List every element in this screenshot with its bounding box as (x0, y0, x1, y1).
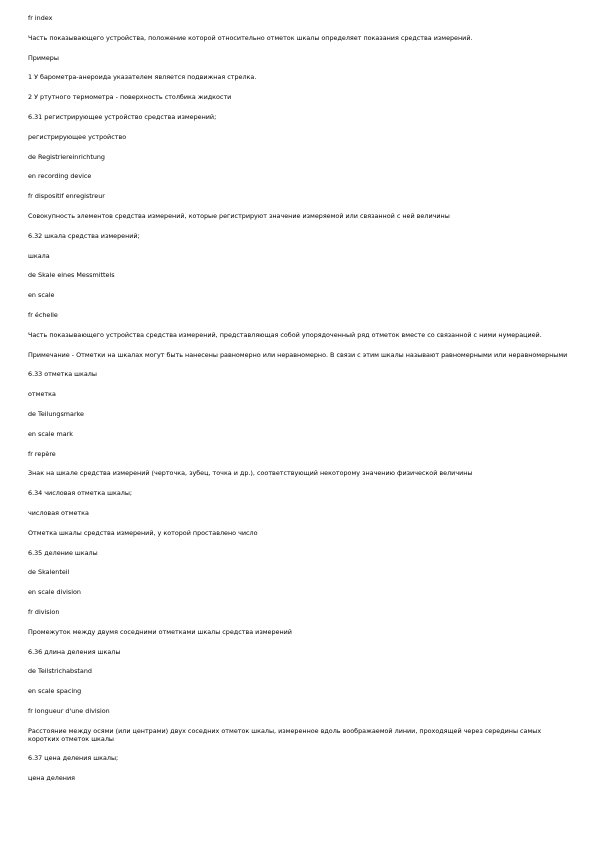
definition-6-33: Знак на шкале средства измерений (черточка, зубец, точка и др.), соответствующий некоторому значению физической величины (28, 469, 473, 478)
definition-6-32: Часть показывающего устройства средства измерений, представляющая собой упорядоченный ряд отметок вместе со связанной с ними нумерацией. (28, 330, 542, 339)
definition-index: Часть показывающего устройства, положение которой относительно отметок шкалы определяет показания средства измерений. (28, 33, 473, 42)
term-6-35-fr: fr division (28, 607, 60, 616)
term-6-35-heading: 6.35 деление шкалы (28, 548, 98, 557)
term-6-32-de: de Skale eines Messmittels (28, 271, 115, 280)
term-6-33-en: en scale mark (28, 429, 73, 438)
term-6-32-heading: 6.32 шкала средства измерений; (28, 231, 140, 240)
examples-heading: Примеры (28, 53, 59, 62)
definition-6-34: Отметка шкалы средства измерений, у которой проставлено число (28, 528, 258, 537)
term-6-32-short: шкала (28, 251, 50, 260)
term-french-index: fr index (28, 14, 53, 22)
term-6-37-short: цена деления (28, 774, 75, 783)
term-6-35-en: en scale division (28, 588, 81, 597)
term-6-33-fr: fr repère (28, 449, 56, 458)
term-6-36-fr: fr longueur d'une division (28, 706, 110, 715)
term-6-33-short: отметка (28, 390, 56, 399)
term-6-32-fr: fr échelle (28, 310, 58, 319)
definition-6-31: Совокупность элементов средства измерений, которые регистрируют значение измеряемой или связанной с ней величины (28, 211, 450, 220)
example-1: 1 У барометра-анероида указателем является подвижная стрелка. (28, 73, 257, 82)
term-6-36-de: de Teilstrichabstand (28, 667, 92, 676)
term-6-34-heading: 6.34 числовая отметка шкалы; (28, 489, 133, 498)
term-6-32-en: en scale (28, 291, 55, 300)
term-6-31-de: de Registriereinrichtung (28, 152, 105, 161)
term-6-34-short: числовая отметка (28, 508, 89, 517)
definition-6-35: Промежуток между двумя соседними отметками шкалы средства измерений (28, 627, 292, 636)
term-6-31-short: регистрирующее устройство (28, 132, 127, 141)
term-6-33-heading: 6.33 отметка шкалы (28, 370, 97, 379)
term-6-31-fr: fr dispositif enregistreur (28, 192, 105, 201)
term-6-36-en: en scale spacing (28, 687, 82, 696)
definition-6-36: Расстояние между осями (или центрами) двух соседних отметок шкалы, измеренное вдоль воображаемой линии, проходящей через середины самых коротких отметок шкалы (28, 726, 542, 743)
term-6-37-heading: 6.37 цена деления шкалы; (28, 754, 119, 763)
document-body (28, 14, 568, 794)
term-6-35-de: de Skalenteil (28, 568, 70, 577)
term-6-31-heading: 6.31 регистрирующее устройство средства измерений; (28, 112, 217, 121)
term-6-36-heading: 6.36 длина деления шкалы (28, 647, 121, 656)
term-6-33-de: de Teilungsmarke (28, 409, 84, 418)
example-2: 2 У ртутного термометра - поверхность столбика жидкости (28, 93, 232, 102)
note-6-32: Примечание - Отметки на шкалах могут быть нанесены равномерно или неравномерно. В связи с этим шкалы называют равномерными или неравномерными (28, 350, 568, 359)
term-6-31-en: en recording device (28, 172, 92, 181)
